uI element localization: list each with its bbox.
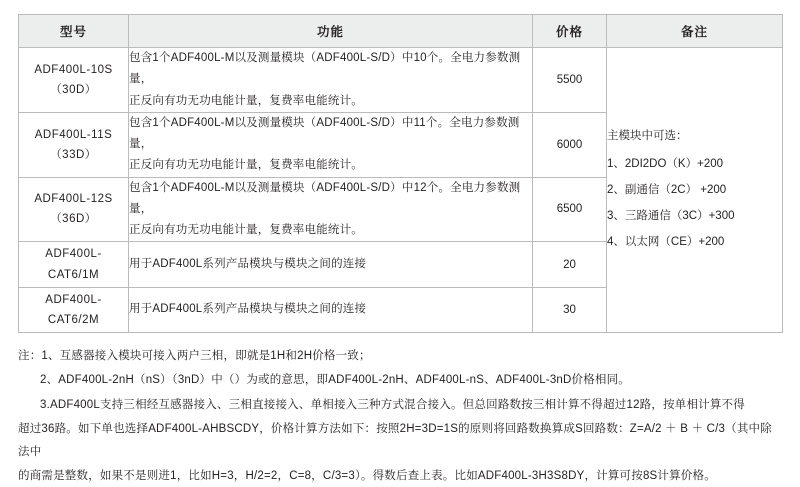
cell-function: [129, 48, 533, 113]
note-heading: 主模块中可选：: [607, 130, 688, 143]
column-header-note: 备注: [607, 15, 783, 48]
footnote-1: 注：1、互感器接入模块可接入两户三相，即就是1H和2H价格一致；: [18, 349, 371, 362]
column-header-model: 型号: [19, 15, 129, 48]
function-line-1: 包含1个ADF400L-M以及测量模块（ADF400L-S/D）中11个。全电力参数测量，: [129, 116, 520, 151]
function-line-2: 正反向有功无功电能计量，复费率电能统计。: [129, 159, 363, 172]
column-header-function: 功能: [129, 15, 533, 48]
footnotes: [18, 345, 782, 487]
table-body: [19, 48, 783, 333]
footnote-3: 3.ADF400L支持三相经互感器接入、三相直接接入、单相接入三种方式混合接入。但总回路数按三相计算不得超过12路，按单相计算不得: [40, 398, 745, 411]
cell-price: 30: [533, 287, 607, 332]
cell-function: [129, 177, 533, 242]
model-name: ADF400L-12S: [34, 193, 113, 206]
cell-price: 20: [533, 242, 607, 287]
cell-model: [19, 177, 129, 242]
function-line-1: 包含1个ADF400L-M以及测量模块（ADF400L-S/D）中10个。全电力参数测量，: [129, 52, 521, 86]
note-option-3: 3、三路通信（3C）+300: [607, 209, 735, 222]
model-variant: （33D）: [50, 148, 97, 161]
footnote-3-continued-1: 超过36路。如下单也选择ADF400L-AHBSCDY，价格计算方法如下：按照2H=3D=1S的原则将回路数换算成S回路数：Z=A/2 ＋ B ＋ C/3（其中除法中: [18, 423, 772, 458]
cell-model: [19, 112, 129, 177]
cell-model: ADF400L-CAT6/1M: [19, 242, 129, 287]
cell-model: ADF400L-CAT6/2M: [19, 287, 129, 332]
table-header: [19, 15, 783, 48]
column-header-price: 价格: [533, 15, 607, 48]
note-option-1: 1、2DI2DO（K）+200: [607, 158, 724, 171]
cell-price: 5500: [533, 48, 607, 113]
model-name: ADF400L-10S: [34, 63, 113, 76]
footnote-2: 2、ADF400L-2nH（nS）（3nD）中（）为或的意思，即ADF400L-2nH、ADF400L-nS、ADF400L-3nD价格相同。: [40, 374, 631, 387]
table-row: [19, 48, 783, 113]
model-name: ADF400L-11S: [34, 128, 113, 141]
cell-price: 6000: [533, 112, 607, 177]
price-table: [18, 14, 783, 333]
cell-note-options: [607, 48, 783, 333]
function-line-2: 正反向有功无功电能计量，复费率电能统计。: [129, 224, 363, 237]
cell-model: [19, 48, 129, 113]
model-variant: （36D）: [50, 213, 97, 226]
cell-function: [129, 112, 533, 177]
note-option-4: 4、以太网（CE）+200: [607, 235, 725, 248]
function-line-2: 正反向有功无功电能计量，复费率电能统计。: [129, 94, 363, 107]
cell-price: 6500: [533, 177, 607, 242]
table-header-row: [19, 15, 783, 48]
function-line-1: 包含1个ADF400L-M以及测量模块（ADF400L-S/D）中12个。全电力参数测量，: [129, 181, 521, 215]
footnote-3-continued-2: 的商需是整数，如果不是则进1，比如H=3，H/2=2，C=8，C/3=3）。得数后查上表。比如ADF400L-3H3S8DY，计算可按8S计算价格。: [18, 470, 716, 482]
cell-function: 用于ADF400L系列产品模块与模块之间的连接: [129, 242, 533, 287]
note-option-2: 2、副通信（2C） +200: [607, 184, 727, 196]
cell-function: 用于ADF400L系列产品模块与模块之间的连接: [129, 287, 533, 332]
model-variant: （30D）: [50, 83, 97, 96]
